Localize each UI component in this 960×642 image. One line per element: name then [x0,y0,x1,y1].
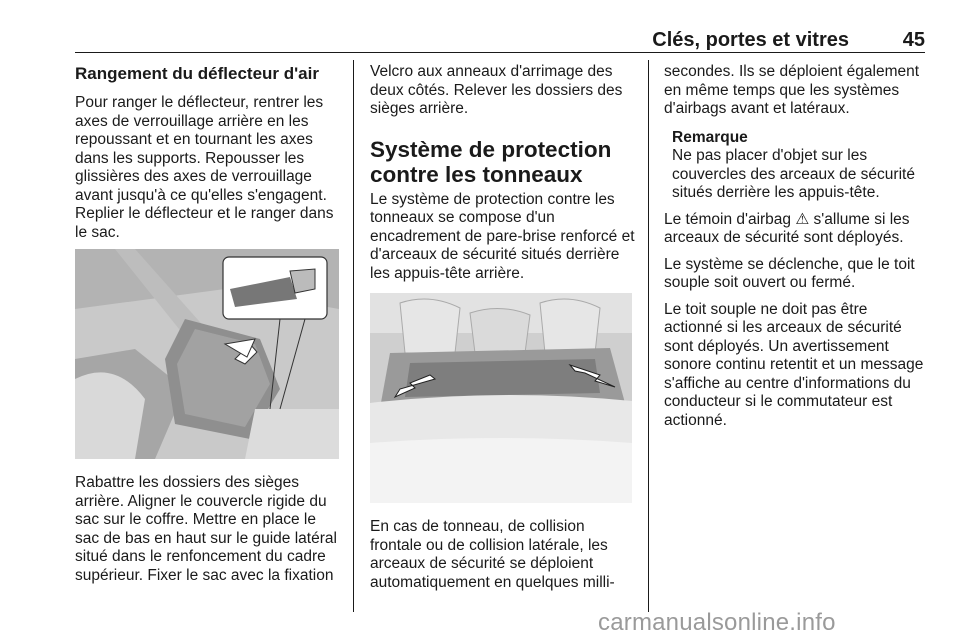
section-title-deflector: Rangement du déflecteur d'air [75,64,319,83]
header-rule [75,52,925,53]
paragraph-rollover-deploy: En cas de tonneau, de collision frontale ou de collision latérale, les arceaux de sécurité se déploient automatiquement en quelques milli- [370,518,615,591]
paragraph-rollover-system: Le système de protection contre les tonneaux se compose d'un encadrement de pare-brise renforcé et d'arceaux de sécurité situés derrière les appuis-tête arrière. [370,190,635,282]
rollover-bars-illustration [370,293,632,503]
column-divider-1 [353,60,354,612]
paragraph-airbag-sync: secondes. Ils se déploient également en même temps que les systèmes d'airbags avant et latéraux. [664,63,920,117]
page-number: 45 [902,29,925,51]
watermark: carmanualsonline.info [598,609,836,636]
figure-deflector-bag [75,249,339,459]
note-text: Ne pas placer d'objet sur les couvercles des arceaux de sécurité situés derrière les appuis-tête. [672,147,915,201]
deflector-bag-illustration [75,249,339,459]
column-1 [75,63,343,242]
column-2 [370,63,638,283]
paragraph-airbag-light: Le témoin d'airbag ⚠ s'allume si les arceaux de sécurité sont déployés. [664,210,910,246]
paragraph-deflector-storage: Pour ranger le déflecteur, rentrer les axes de verrouillage arrière en les repoussant et en tournant les axes dans les supports. Repousser les glissières des axes de verrouillage avant jusqu'à ce qu'elles s'engagent. Replier le déflecteur et le ranger dans le sac. [75,94,334,241]
paragraph-bag-fitting: Rabattre les dossiers des sièges arrière. Aligner le couvercle rigide du sac sur le coffre. Mettre en place le sac de bas en haut sur le guide latéral situé dans le renfoncement du cadre supérieur. Fixer le sac avec la fixation [75,474,337,584]
paragraph-soft-top-warning: Le toit souple ne doit pas être actionné si les arceaux de sécurité sont déployés. Un avertissement sonore continu retentit et un message s'affiche au centre d'informations du conducteur si le commutateur est actionné. [664,300,924,429]
column-divider-2 [648,60,649,612]
chapter-title: Clés, portes et vitres [652,29,849,51]
column-2-lower [370,518,638,592]
page-header [75,28,925,54]
column-1-lower [75,474,343,585]
figure-rollover-bars [370,293,632,503]
note-box [664,129,928,203]
column-3 [664,63,928,430]
paragraph-velcro: Velcro aux anneaux d'arrimage des deux côtés. Relever les dossiers des sièges arrière. [370,63,623,117]
note-title: Remarque [672,128,748,146]
paragraph-trigger: Le système se déclenche, que le toit souple soit ouvert ou fermé. [664,255,915,291]
section-title-rollover: Système de protection contre les tonneaux [370,136,612,187]
